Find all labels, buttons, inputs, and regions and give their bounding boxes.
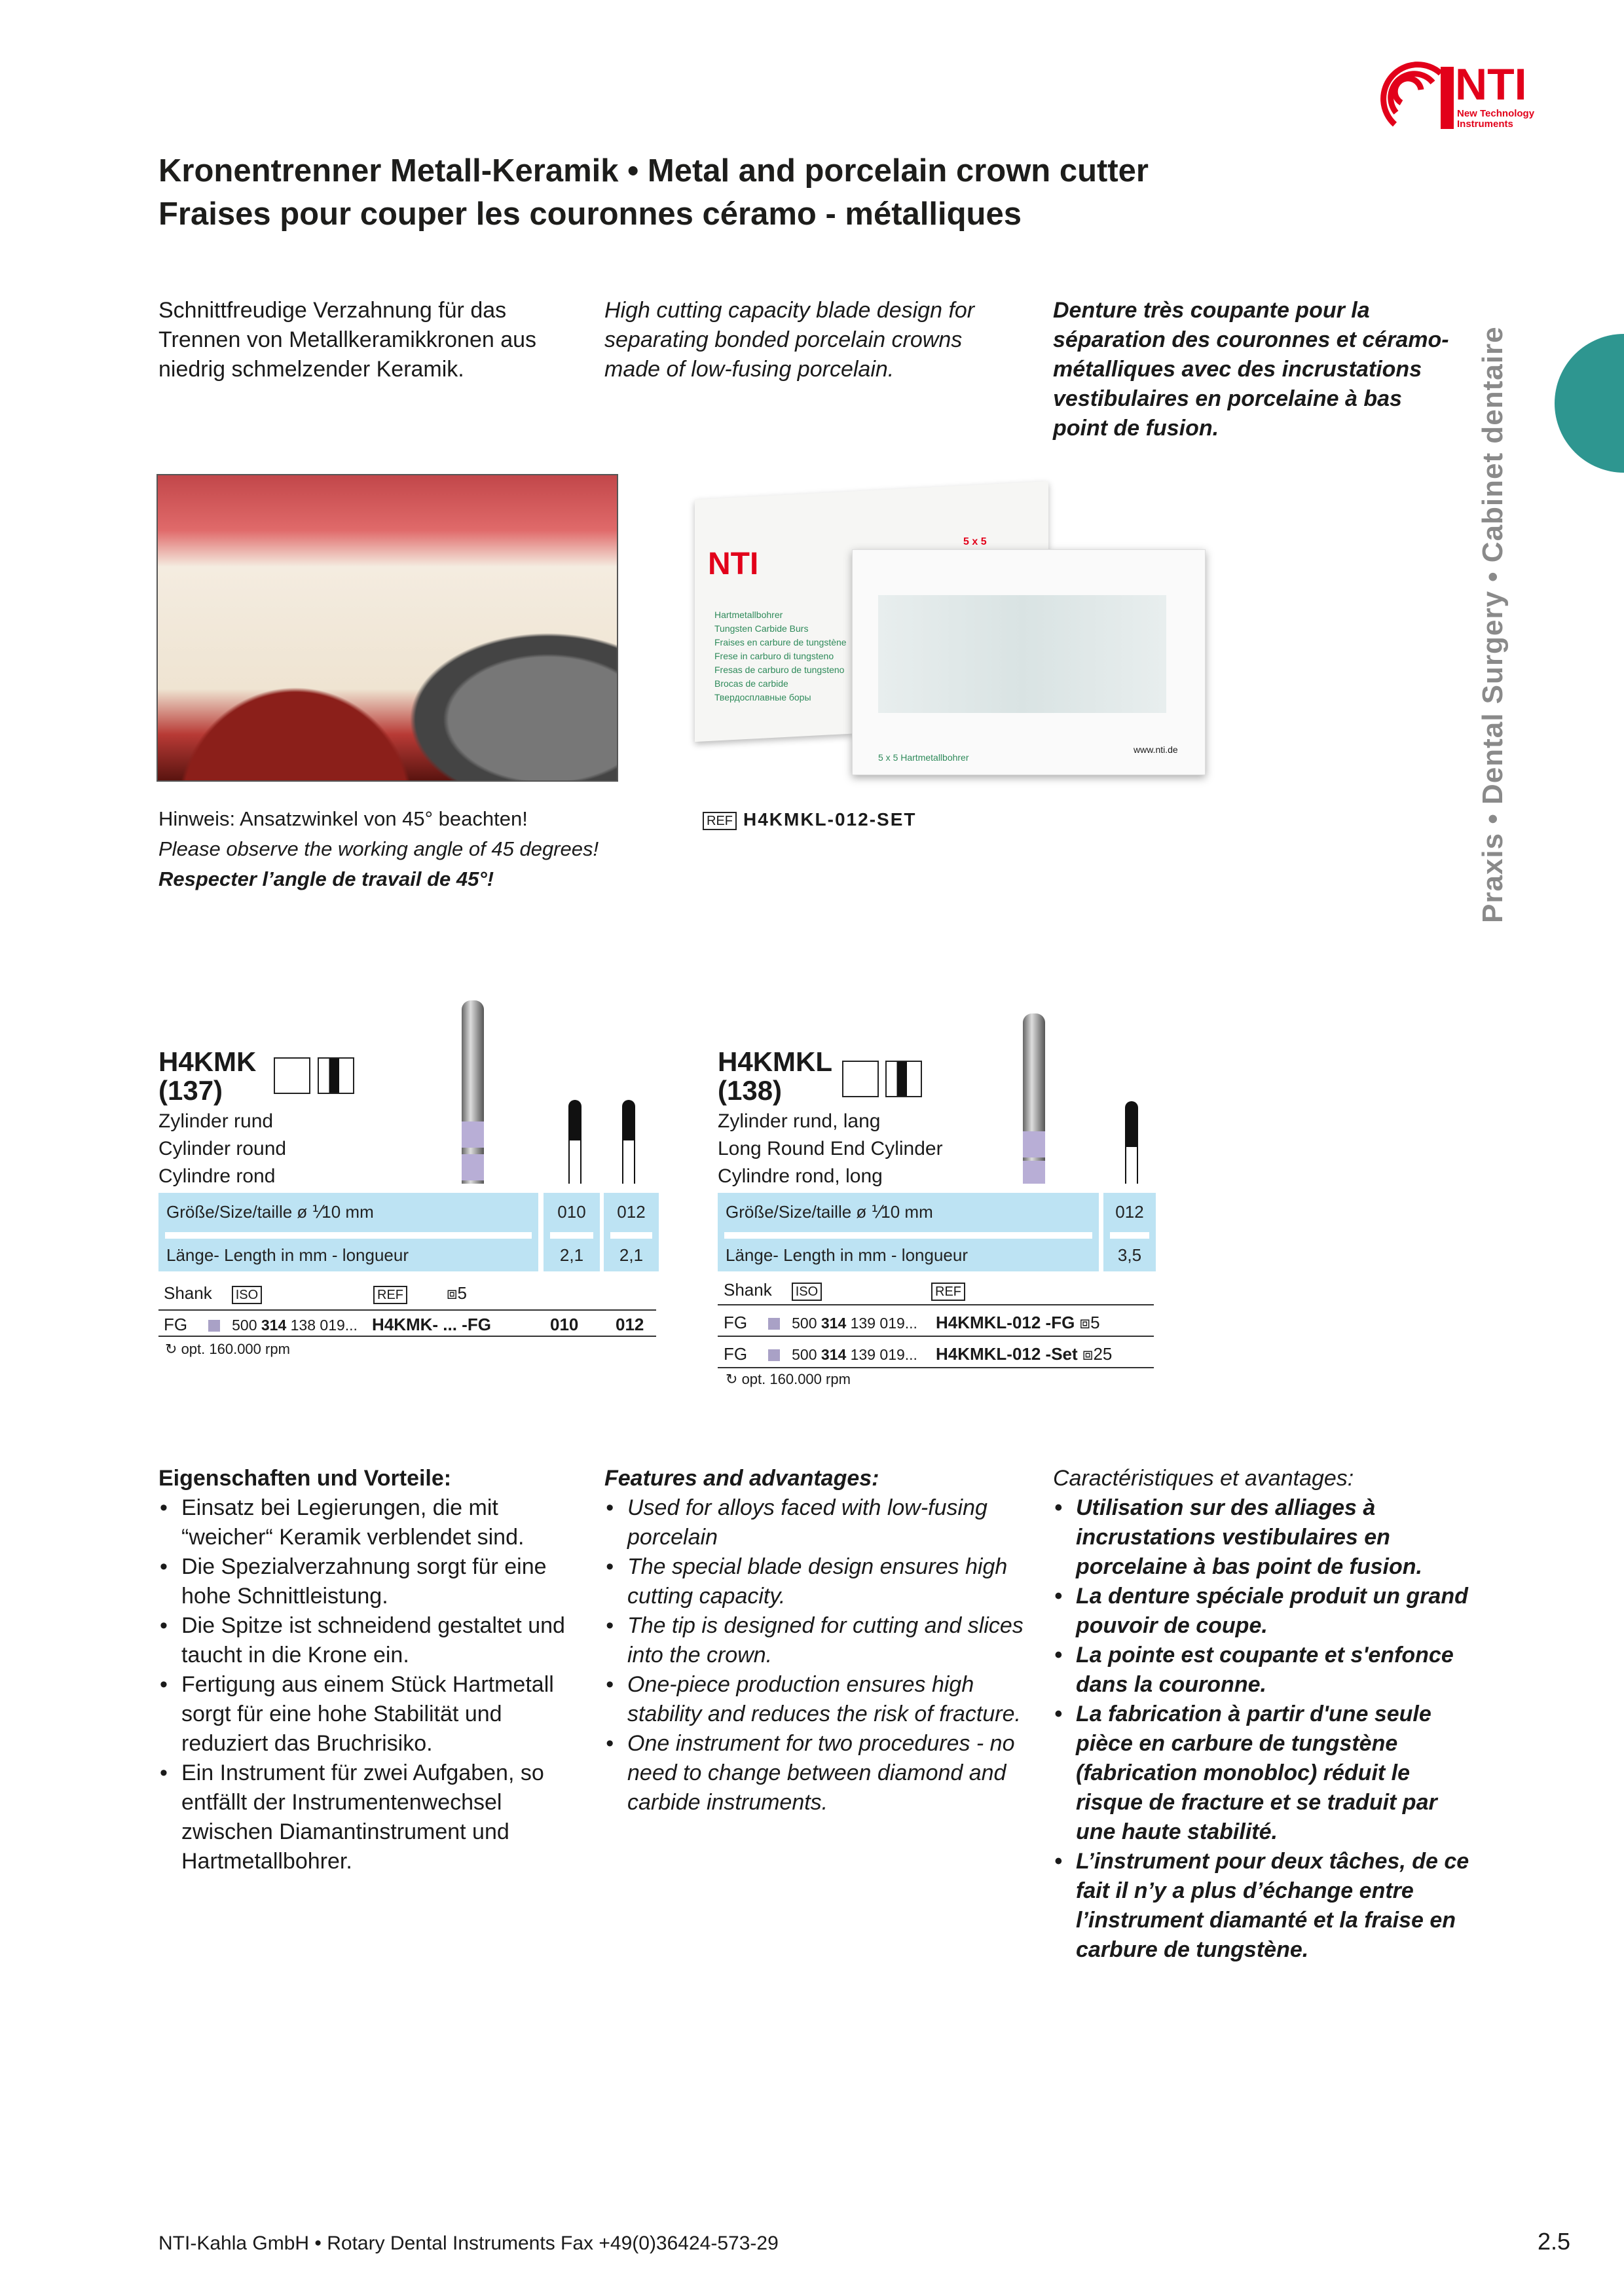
rpm: ↻ opt. 160.000 rpm bbox=[726, 1371, 851, 1387]
rotation-icon: ↻ bbox=[726, 1371, 738, 1387]
box-count: 5 x 5 bbox=[963, 536, 987, 547]
box-brand-text: NTI bbox=[708, 547, 759, 581]
note-de: Hinweis: Ansatzwinkel von 45° beachten! bbox=[158, 807, 528, 830]
features-fr: Caractéristiques et avantages: • Utilisation sur des alliages à incrustations vestibulaires en porcelaine à bas point de fusion. • La denture spéciale produit un grand pouvoir de coupe. • La pointe est coupante et s'enfonce dans la couronne. • La fabrication à partir d'une seule pièce en carbure de tungstène (fabrication monobloc) réduit le risque de fracture et se traduit par une haute stabilité. • L’instrument pour deux tâches, de ce fait il n’y a plus d’échange entre l’instrument diamanté et la fraise en carbure de tungstène. bbox=[1053, 1464, 1479, 1965]
section-tab bbox=[1555, 334, 1624, 473]
set-ref bbox=[703, 809, 916, 830]
intro-fr: Denture très coupante pour la séparation des couronnes et céramo-métalliques avec des incrustations vestibulaires en porcelaine à bas point de fusion. bbox=[1053, 298, 1449, 441]
size-length-labels: Größe/Size/taille ø ⅟10 mm Länge- Length in mm - longueur bbox=[718, 1193, 1099, 1271]
box-bottom-text: 5 x 5 Hartmetallbohrer bbox=[878, 752, 969, 763]
angle-note bbox=[158, 804, 599, 894]
title-line-2: Fraises pour couper les couronnes céramo - métalliques bbox=[158, 196, 1022, 232]
product-name: H4KMK bbox=[158, 1046, 257, 1077]
crown-icon bbox=[842, 1061, 879, 1097]
table-header: Shank ISO bbox=[724, 1280, 822, 1301]
product-set-box-image bbox=[688, 490, 1215, 783]
table-row: FG 500 314 139 019... H4KMKL-012 -FG ⧈5 bbox=[724, 1313, 1100, 1332]
product-name: H4KMKL bbox=[718, 1046, 832, 1077]
intro-de: Schnittfreudige Verzahnung für das Trennen von Metallkeramikkronen aus niedrig schmelzender Keramik. bbox=[158, 298, 537, 382]
page-title bbox=[158, 149, 1149, 236]
set-ref-value: H4KMKL-012-SET bbox=[743, 809, 917, 829]
side-section-label: Praxis • Dental Surgery • Cabinet dentaire bbox=[1477, 326, 1509, 923]
footer: NTI-Kahla GmbH • Rotary Dental Instruments Fax +49(0)36424-573-29 bbox=[158, 2232, 779, 2254]
table-header: Shank ISO bbox=[164, 1283, 262, 1304]
size-column-012: 012 2,1 bbox=[604, 1193, 659, 1271]
svg-text:NTI: NTI bbox=[1455, 60, 1527, 109]
crown-cutting-icon bbox=[318, 1057, 354, 1094]
length-label: Länge- Length in mm - longueur bbox=[166, 1245, 409, 1265]
page-number: 2.5 bbox=[1538, 2228, 1571, 2255]
note-fr: Respecter l’angle de travail de 45°! bbox=[158, 867, 494, 890]
product-h4kmk: H4KMK (137) Zylinder rund Cylinder round Cylindre rond bbox=[158, 1046, 287, 1187]
size-label: Größe/Size/taille ø ⅟10 mm bbox=[166, 1202, 374, 1222]
crown-cutting-icon bbox=[885, 1061, 922, 1097]
ref-icon: REF bbox=[373, 1286, 407, 1304]
product-iso: (138) bbox=[718, 1075, 783, 1106]
box-lines: Hartmetallbohrer Tungsten Carbide Burs Fraises en carbure de tungstène Frese in carburo di tungsteno Fresas de carburo de tungsteno Brocas de carbide Твердосплавные боры bbox=[714, 610, 847, 702]
package-icon: ⧈ bbox=[1079, 1313, 1091, 1332]
table-row: FG 500 314 139 019... H4KMKL-012 -Set ⧈25 bbox=[724, 1344, 1113, 1364]
features-de: Eigenschaften und Vorteile: • Einsatz bei Legierungen, die mit “weicher“ Keramik verblendet sind. • Die Spezialverzahnung sorgt für eine hohe Schnittleistung. • Die Spitze ist schneidend gestaltet und taucht in die Krone ein. • Fertigung aus einem Stück Hartmetall sorgt für eine hohe Stabilität und reduziert das Bruchrisiko. • Ein Instrument für zwei Aufgaben, so entfällt der Instrumentenwechsel zwischen Diamantinstrument und Hartmetallbohrer. bbox=[158, 1464, 578, 1876]
svg-text:Instruments: Instruments bbox=[1457, 118, 1513, 130]
iso-icon: ISO bbox=[232, 1286, 262, 1304]
rpm: ↻ opt. 160.000 rpm bbox=[165, 1341, 290, 1357]
size-column-010: 010 2,1 bbox=[544, 1193, 600, 1271]
table-row: FG 500 314 138 019... H4KMK- ... -FG 010 012 bbox=[164, 1315, 644, 1334]
bur-image bbox=[1023, 1013, 1045, 1184]
note-en: Please observe the working angle of 45 degrees! bbox=[158, 837, 599, 860]
size-length-labels bbox=[158, 1193, 538, 1271]
svg-text:New Technology: New Technology bbox=[1457, 108, 1535, 119]
bur-image bbox=[462, 1000, 484, 1184]
intro-en: High cutting capacity blade design for separating bonded porcelain crowns made of low-fusing porcelain. bbox=[604, 298, 975, 382]
nti-logo bbox=[1375, 54, 1559, 132]
color-code bbox=[208, 1320, 220, 1332]
iso-icon: ISO bbox=[792, 1283, 822, 1301]
product-h4kmkl: H4KMKL (138) Zylinder rund, lang Long Round End Cylinder Cylindre rond, long bbox=[718, 1046, 943, 1187]
box-brand bbox=[708, 546, 839, 582]
size-column-012: 012 3,5 bbox=[1103, 1193, 1156, 1271]
title-line-1: Kronentrenner Metall-Keramik • Metal and porcelain crown cutter bbox=[158, 153, 1149, 189]
features-en: Features and advantages: • Used for alloys faced with low-fusing porcelain • The special blade design ensures high cutting capacity. • The tip is designed for cutting and slices into the crown. • One-piece production ensures high stability and reduces the risk of fracture. • One instrument for two procedures - no need to change between diamond and carbide instruments. bbox=[604, 1464, 1024, 1817]
ref-icon: REF bbox=[931, 1283, 965, 1301]
package-icon: ⧈ bbox=[447, 1283, 458, 1303]
product-iso: (137) bbox=[158, 1075, 223, 1106]
size-diagram-010 bbox=[568, 1139, 581, 1184]
clinical-photo bbox=[157, 474, 618, 782]
box-url: www.nti.de bbox=[1134, 744, 1178, 755]
package-icon: ⧈ bbox=[1082, 1344, 1094, 1364]
ref-icon: REF bbox=[703, 812, 737, 830]
rotation-icon: ↻ bbox=[165, 1341, 177, 1357]
size-diagram-012 bbox=[622, 1139, 635, 1184]
crown-icon bbox=[274, 1057, 310, 1094]
size-diagram-012 bbox=[1125, 1146, 1138, 1184]
